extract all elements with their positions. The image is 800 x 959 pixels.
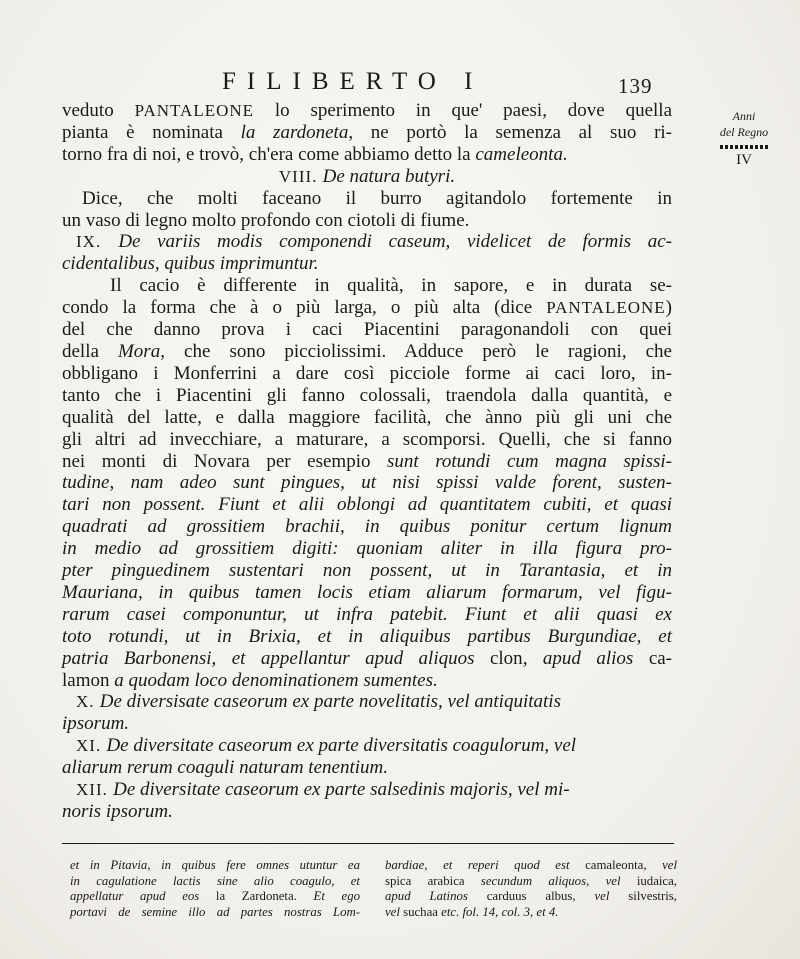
text-line: lamon a quodam loco denominationem sumentes. (62, 669, 438, 691)
text-line: tanto che i Piacentini gli fanno colossali, traendola dalla quantità, e (62, 384, 672, 406)
margin-note-line1: Anni (732, 109, 756, 123)
text-line: noris ipsorum. (62, 801, 173, 822)
text-line: torno fra di noi, e trovò, ch'era come abbiamo detto la cameleonta. (62, 143, 568, 165)
text-line: tudine, nam adeo sunt pingues, ut nisi spissi valde forent, susten- (62, 472, 672, 494)
footnote-line: appellatur apud eos la Zardoneta. Et ego (70, 889, 360, 904)
ornamental-rule (720, 145, 768, 149)
person-name: PANTALEONE (546, 298, 666, 318)
section-heading-xi: XI. De diversitate caseorum ex parte diversitatis coagulorum, vel (76, 735, 577, 757)
margin-note-year: IV (736, 152, 752, 168)
person-name: PANTALEONE (134, 101, 255, 120)
text-line: veduto PANTALEONE lo sperimento in que' paesi, dove quella (62, 100, 673, 121)
text-line: pianta è nominata la zardoneta, ne portò la semenza al suo ri- (62, 121, 673, 143)
text-line: pter pinguedinem sustentari non possent, ut in Tarantasia, et in (62, 560, 672, 582)
text-line: della Mora, che sono picciolissimi. Adduce però le ragioni, che (62, 340, 672, 362)
text-line: cidentalibus, quibus imprimuntur. (62, 253, 319, 275)
section-heading-x: X. De diversisate caseorum ex parte novelitatis, vel antiquitatis (76, 691, 561, 713)
footnote-divider (62, 843, 674, 844)
footnote-line: vel suchaa etc. fol. 14, col. 3, et 4. (385, 904, 559, 919)
footnote-line: apud Latinos carduus albus, vel silvestris, (385, 889, 677, 904)
text-line: nei monti di Novara per esempio sunt rotundi cum magna spissi- (62, 450, 672, 472)
text-line: del che danno prova i caci Piacentini paragonandoli con quei (62, 319, 672, 341)
footnote-line: et in Pitavia, in quibus fere omnes utuntur ea (70, 858, 360, 872)
section-heading-xii: XII. De diversitate caseorum ex parte salsedinis majoris, vel mi- (76, 779, 570, 801)
text-line: toto rotundi, ut in Brixia, et in aliquibus partibus Burgundiae, et (62, 625, 672, 647)
section-heading-ix: IX. De variis modis componendi caseum, videlicet de formis ac- (76, 231, 672, 253)
text-line: qualità del latte, e dalla maggiore facilità, che ànno più gli uni che (62, 406, 672, 428)
main-text (62, 100, 672, 823)
footnote-line: in cagulatione lactis sine alio coagulo, et (70, 873, 360, 888)
text-line: rarum casei componuntur, ut infra patebit. Fiunt et alii quasi ex (62, 603, 672, 625)
text-line: Mauriana, in quibus tamen locis etiam aliarum formarum, vel figu- (62, 581, 672, 603)
text-line: ipsorum. (62, 713, 130, 735)
text-line: in medio ad grossitiem digiti: quoniam aliter in illa figura pro- (62, 538, 672, 560)
section-heading-viii: VIII. De natura butyri. (278, 165, 456, 187)
footnote-column-right (385, 858, 677, 920)
footnote-line: bardiae, et reperi quod est camaleonta, vel (385, 858, 677, 872)
text-line: un vaso di legno molto profondo con ciotoli di fiume. (62, 209, 470, 231)
margin-note (698, 108, 790, 168)
text-line: tari non possent. Fiunt et alii oblongi ad quantitatem cubiti, et quasi (62, 494, 672, 516)
text-line: gli altri ad invecchiare, a maturare, a scomporsi. Quelli, che si fanno (62, 428, 672, 450)
footnote-column-left (70, 858, 360, 920)
footnote-line: spica arabica secundum aliquos, vel iudaica, (385, 873, 677, 888)
footnote-line: portavi de semine illo ad partes nostras Lom- (70, 904, 360, 919)
text-line: Il cacio è differente in qualità, in sapore, e in durata se- (110, 275, 672, 297)
text-line: condo la forma che à o più larga, o più alta (dice PANTALEONE) (62, 297, 672, 319)
text-line: obbligano i Monferrini a dare così picciole forme ai caci loro, in- (62, 362, 672, 384)
running-head: FILIBERTO I (222, 68, 484, 95)
text-line: patria Barbonensi, et appellantur apud aliquos clon, apud alios ca- (62, 647, 673, 669)
text-line: Dice, che molti faceano il burro agitandolo fortemente in (82, 187, 672, 209)
text-line: quadrati ad grossitiem brachii, in quibus ponitur certum lignum (62, 516, 672, 538)
margin-note-line2: del Regno (719, 125, 769, 139)
text-line: aliarum rerum coaguli naturam tenentium. (62, 757, 388, 779)
page-number: 139 (618, 74, 653, 98)
